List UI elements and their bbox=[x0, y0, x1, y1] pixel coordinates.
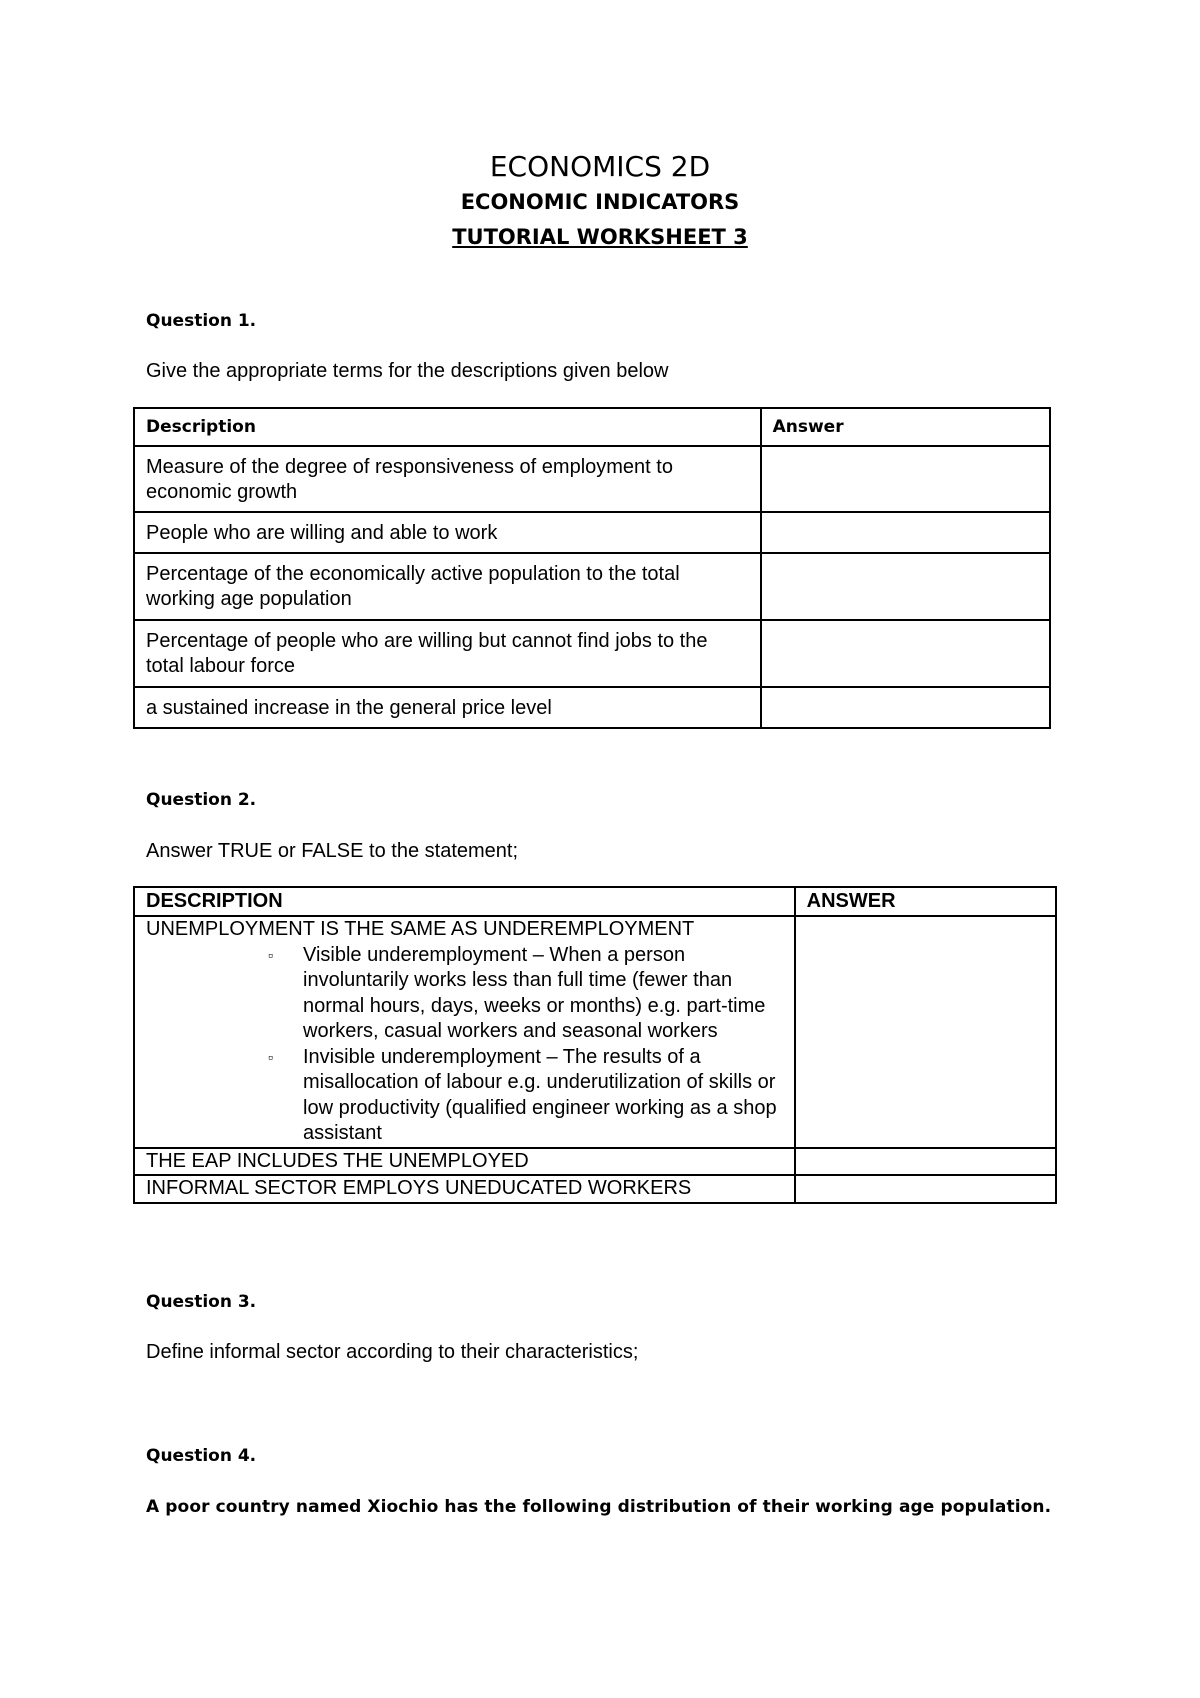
question-4-heading: Question 4. bbox=[146, 1446, 257, 1466]
question-2-table bbox=[133, 886, 1057, 1204]
description-cell: THE EAP INCLUDES THE UNEMPLOYED bbox=[134, 1148, 795, 1176]
course-title: ECONOMICS 2D bbox=[489, 150, 711, 183]
description-cell: People who are willing and able to work bbox=[134, 512, 761, 553]
question-3-prompt: Define informal sector according to their characteristics; bbox=[146, 1341, 639, 1363]
table-row bbox=[134, 1148, 1056, 1176]
table-row bbox=[134, 620, 1050, 687]
table-header-row bbox=[134, 887, 1056, 916]
table-row bbox=[134, 687, 1050, 728]
statement-text: UNEMPLOYMENT IS THE SAME AS UNDEREMPLOYMENT bbox=[146, 918, 695, 940]
description-cell: a sustained increase in the general price level bbox=[134, 687, 761, 728]
question-1-prompt: Give the appropriate terms for the descriptions given below bbox=[146, 360, 669, 382]
answer-cell[interactable] bbox=[761, 446, 1050, 512]
answer-cell[interactable] bbox=[795, 916, 1056, 1148]
answer-cell[interactable] bbox=[761, 620, 1050, 687]
bullet-list bbox=[146, 943, 783, 1147]
description-cell: INFORMAL SECTOR EMPLOYS UNEDUCATED WORKERS bbox=[134, 1175, 795, 1203]
question-2-prompt: Answer TRUE or FALSE to the statement; bbox=[146, 840, 519, 862]
question-2-heading: Question 2. bbox=[146, 790, 257, 810]
description-cell: Measure of the degree of responsiveness of employment to economic growth bbox=[134, 446, 761, 512]
column-header-description: Description bbox=[134, 408, 761, 446]
question-4-prompt: A poor country named Xiochio has the following distribution of their working age population. bbox=[146, 1497, 1052, 1517]
answer-cell[interactable] bbox=[761, 512, 1050, 553]
table-header-row bbox=[134, 408, 1050, 446]
description-cell bbox=[134, 916, 795, 1148]
bullet-text: Visible underemployment – When a person involuntarily works less than full time (fewer than normal hours, days, weeks or months) e.g. part-time workers, casual workers and seasonal workers bbox=[303, 943, 766, 1042]
question-1-table bbox=[133, 407, 1051, 729]
column-header-description: DESCRIPTION bbox=[134, 887, 795, 916]
description-cell: Percentage of people who are willing but cannot find jobs to the total labour force bbox=[134, 620, 761, 687]
column-header-answer: Answer bbox=[761, 408, 1050, 446]
list-item bbox=[268, 943, 783, 1045]
table-row bbox=[134, 916, 1056, 1148]
bullet-icon: ▫ bbox=[268, 1048, 273, 1065]
table-row bbox=[134, 553, 1050, 620]
answer-cell[interactable] bbox=[795, 1175, 1056, 1203]
column-header-answer: ANSWER bbox=[795, 887, 1056, 916]
list-item bbox=[268, 1045, 783, 1147]
topic-title: ECONOMIC INDICATORS bbox=[460, 190, 740, 214]
worksheet-title: TUTORIAL WORKSHEET 3 bbox=[452, 225, 748, 249]
description-cell: Percentage of the economically active population to the total working age population bbox=[134, 553, 761, 620]
answer-cell[interactable] bbox=[795, 1148, 1056, 1176]
bullet-text: Invisible underemployment – The results of a misallocation of labour e.g. underutilization of skills or low productivity (qualified engineer working as a shop assistant bbox=[303, 1045, 777, 1144]
question-1-heading: Question 1. bbox=[146, 311, 257, 331]
table-row bbox=[134, 1175, 1056, 1203]
question-3-heading: Question 3. bbox=[146, 1292, 257, 1312]
answer-cell[interactable] bbox=[761, 553, 1050, 620]
bullet-icon: ▫ bbox=[268, 946, 273, 963]
table-row bbox=[134, 446, 1050, 512]
table-row bbox=[134, 512, 1050, 553]
answer-cell[interactable] bbox=[761, 687, 1050, 728]
